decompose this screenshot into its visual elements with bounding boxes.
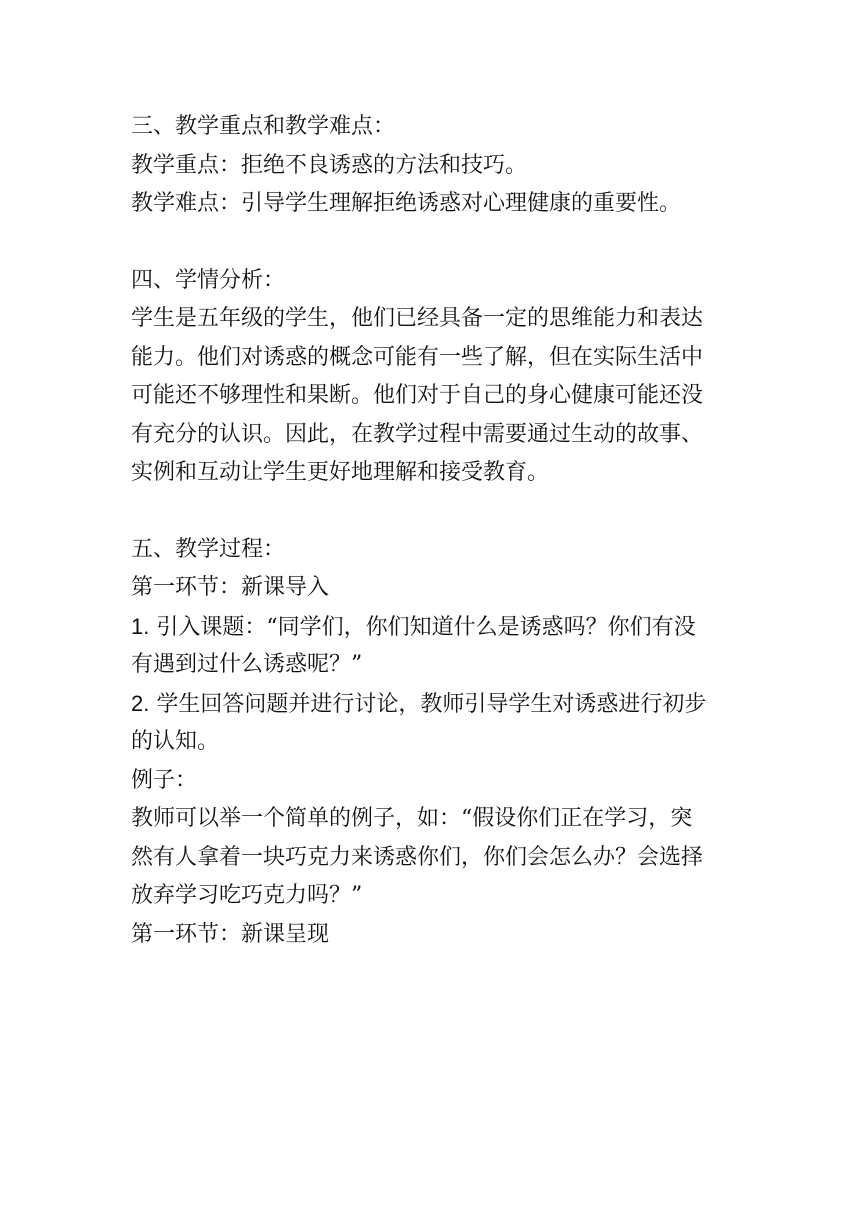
item-2-line-1 (131, 685, 731, 724)
example-line-1: 教师可以举一个简单的例子，如：“假设你们正在学习，突 (131, 806, 693, 831)
key-point-line: 教学重点：拒绝不良诱惑的方法和技巧。 (131, 152, 528, 178)
stage-1-title: 第一环节：新课导入 (131, 575, 330, 600)
item-1-line-2: 有遇到过什么诱惑呢？” (131, 652, 363, 677)
analysis-line-1: 学生是五年级的学生，他们已经具备一定的思维能力和表达 (131, 306, 704, 331)
paragraph-gap (131, 224, 731, 262)
example-label: 例子： (131, 767, 198, 793)
analysis-line-4: 有充分的认识。因此，在教学过程中需要通过生动的故事、 (131, 421, 704, 447)
analysis-line-2: 能力。他们对诱惑的概念可能有一些了解，但在实际生活中 (131, 344, 704, 370)
item-1-line-1 (131, 608, 731, 647)
item-2-line-2: 的认知。 (131, 729, 220, 754)
document-body (131, 108, 731, 954)
item-2-text-1: 学生回答问题并进行讨论，教师引导学生对诱惑进行初步 (156, 691, 707, 717)
section-5-heading: 五、教学过程： (131, 536, 286, 562)
analysis-line-5: 实例和互动让学生更好地理解和接受教育。 (131, 460, 550, 485)
section-4-heading: 四、学情分析： (131, 267, 286, 293)
analysis-line-3: 可能还不够理性和果断。他们对于自己的身心健康可能还没 (131, 383, 704, 408)
stage-2-title: 第一环节：新课呈现 (131, 921, 330, 947)
example-line-2: 然有人拿着一块巧克力来诱惑你们，你们会怎么办？会选择 (131, 844, 704, 870)
paragraph-gap (131, 493, 731, 531)
example-line-3: 放弃学习吃巧克力吗？” (131, 883, 363, 908)
item-1-number: 1. (131, 613, 150, 639)
section-3-heading: 三、教学重点和教学难点： (131, 114, 396, 139)
difficulty-line: 教学难点：引导学生理解拒绝诱惑对心理健康的重要性。 (131, 191, 682, 216)
item-2-number: 2. (131, 690, 150, 716)
item-1-text-1: 引入课题：“同学们，你们知道什么是诱惑吗？你们有没 (156, 614, 696, 640)
